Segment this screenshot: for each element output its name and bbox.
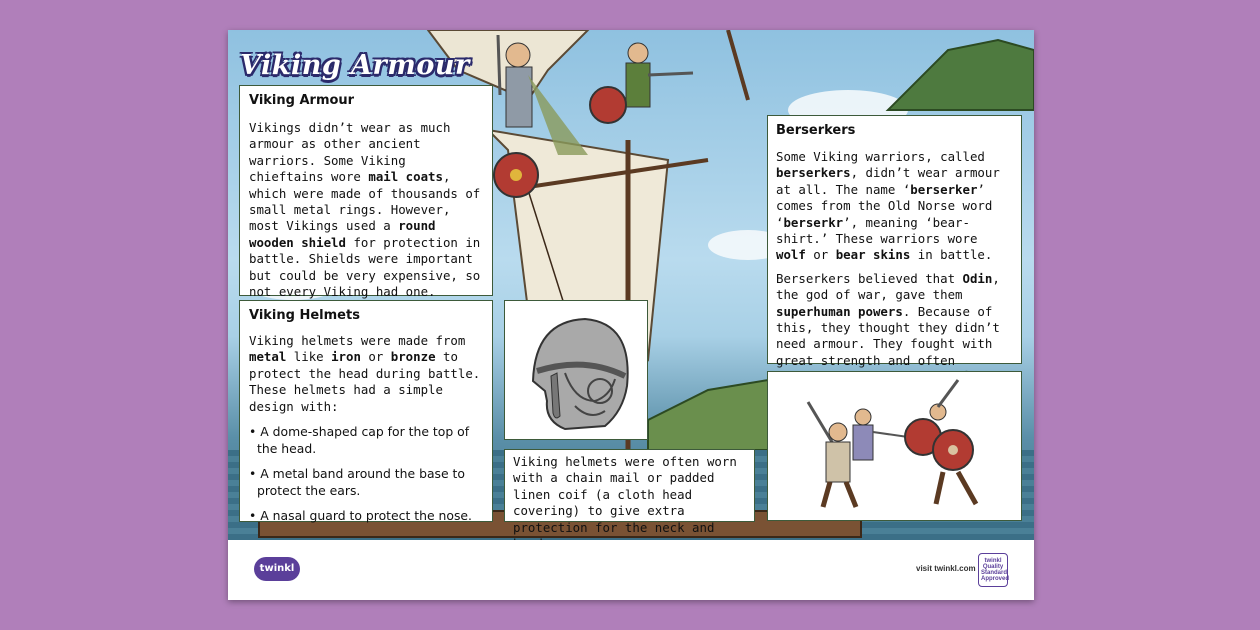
badge-label: twinkl Quality Standard Approved [981,558,1010,582]
helmet-caption-box [504,449,755,535]
helmet-features-list [249,424,483,525]
berserkers-image-box [767,371,1022,521]
list-item: • A metal band around the base to protect the ears. [249,466,483,499]
footer [228,540,1034,600]
berserkers-heading: Berserkers [776,123,856,138]
viking-helmets-box [239,300,493,522]
viking-armour-box [239,85,493,300]
list-item: • A dome-shaped cap for the top of the head. [249,424,483,457]
helmet-caption-text: Viking helmets were often worn with a chain mail or padded linen coif (a cloth head covering) to give extra protection for the neck and [513,454,737,535]
twinkl-logo-icon[interactable]: twinkl [254,557,300,581]
list-item: • A nasal guard to protect the nose. [249,508,483,525]
page-title: Viking Armour [240,50,470,81]
visit-link[interactable]: visit twinkl.com [916,564,976,573]
helmet-image-box [504,300,648,440]
viking-helmets-text: Viking helmets were made from metal like iron or bronze to protect the head during battle. These helmets had a simple design with: [249,333,481,414]
quality-badge-icon [978,553,1008,587]
viking-helmets-heading: Viking Helmets [249,308,360,323]
viking-warriors-icon [478,35,698,225]
berserkers-text-2: Berserkers believed that Odin, the god of war, gave them superhuman powers. Because of this, they thought they didn’t need armour. They fought with great strength and often [776,270,1000,368]
worksheet [228,30,1034,600]
berserkers-fighting-icon [768,372,1023,522]
viking-armour-text: Vikings didn’t wear as much armour as other ancient warriors. Some Viking chieftains wore mail coats, which were made of thousands of small metal rings. However, most Vikings used a round wooden shield for protection in battle. Shields were important but could be very expensive, so not every Viking had one. [249,120,481,300]
berserkers-box [767,115,1022,368]
viking-armour-heading: Viking Armour [249,93,355,108]
berserkers-text-1: Some Viking warriors, called berserkers, didn’t wear armour at all. The name ‘berserker’ comes from the Old Norse word ‘berserkr’, meaning ‘bear-shirt.’ These warriors wore wolf or bear skins in battle. [776,149,1000,263]
viking-helmet-icon [505,301,649,441]
